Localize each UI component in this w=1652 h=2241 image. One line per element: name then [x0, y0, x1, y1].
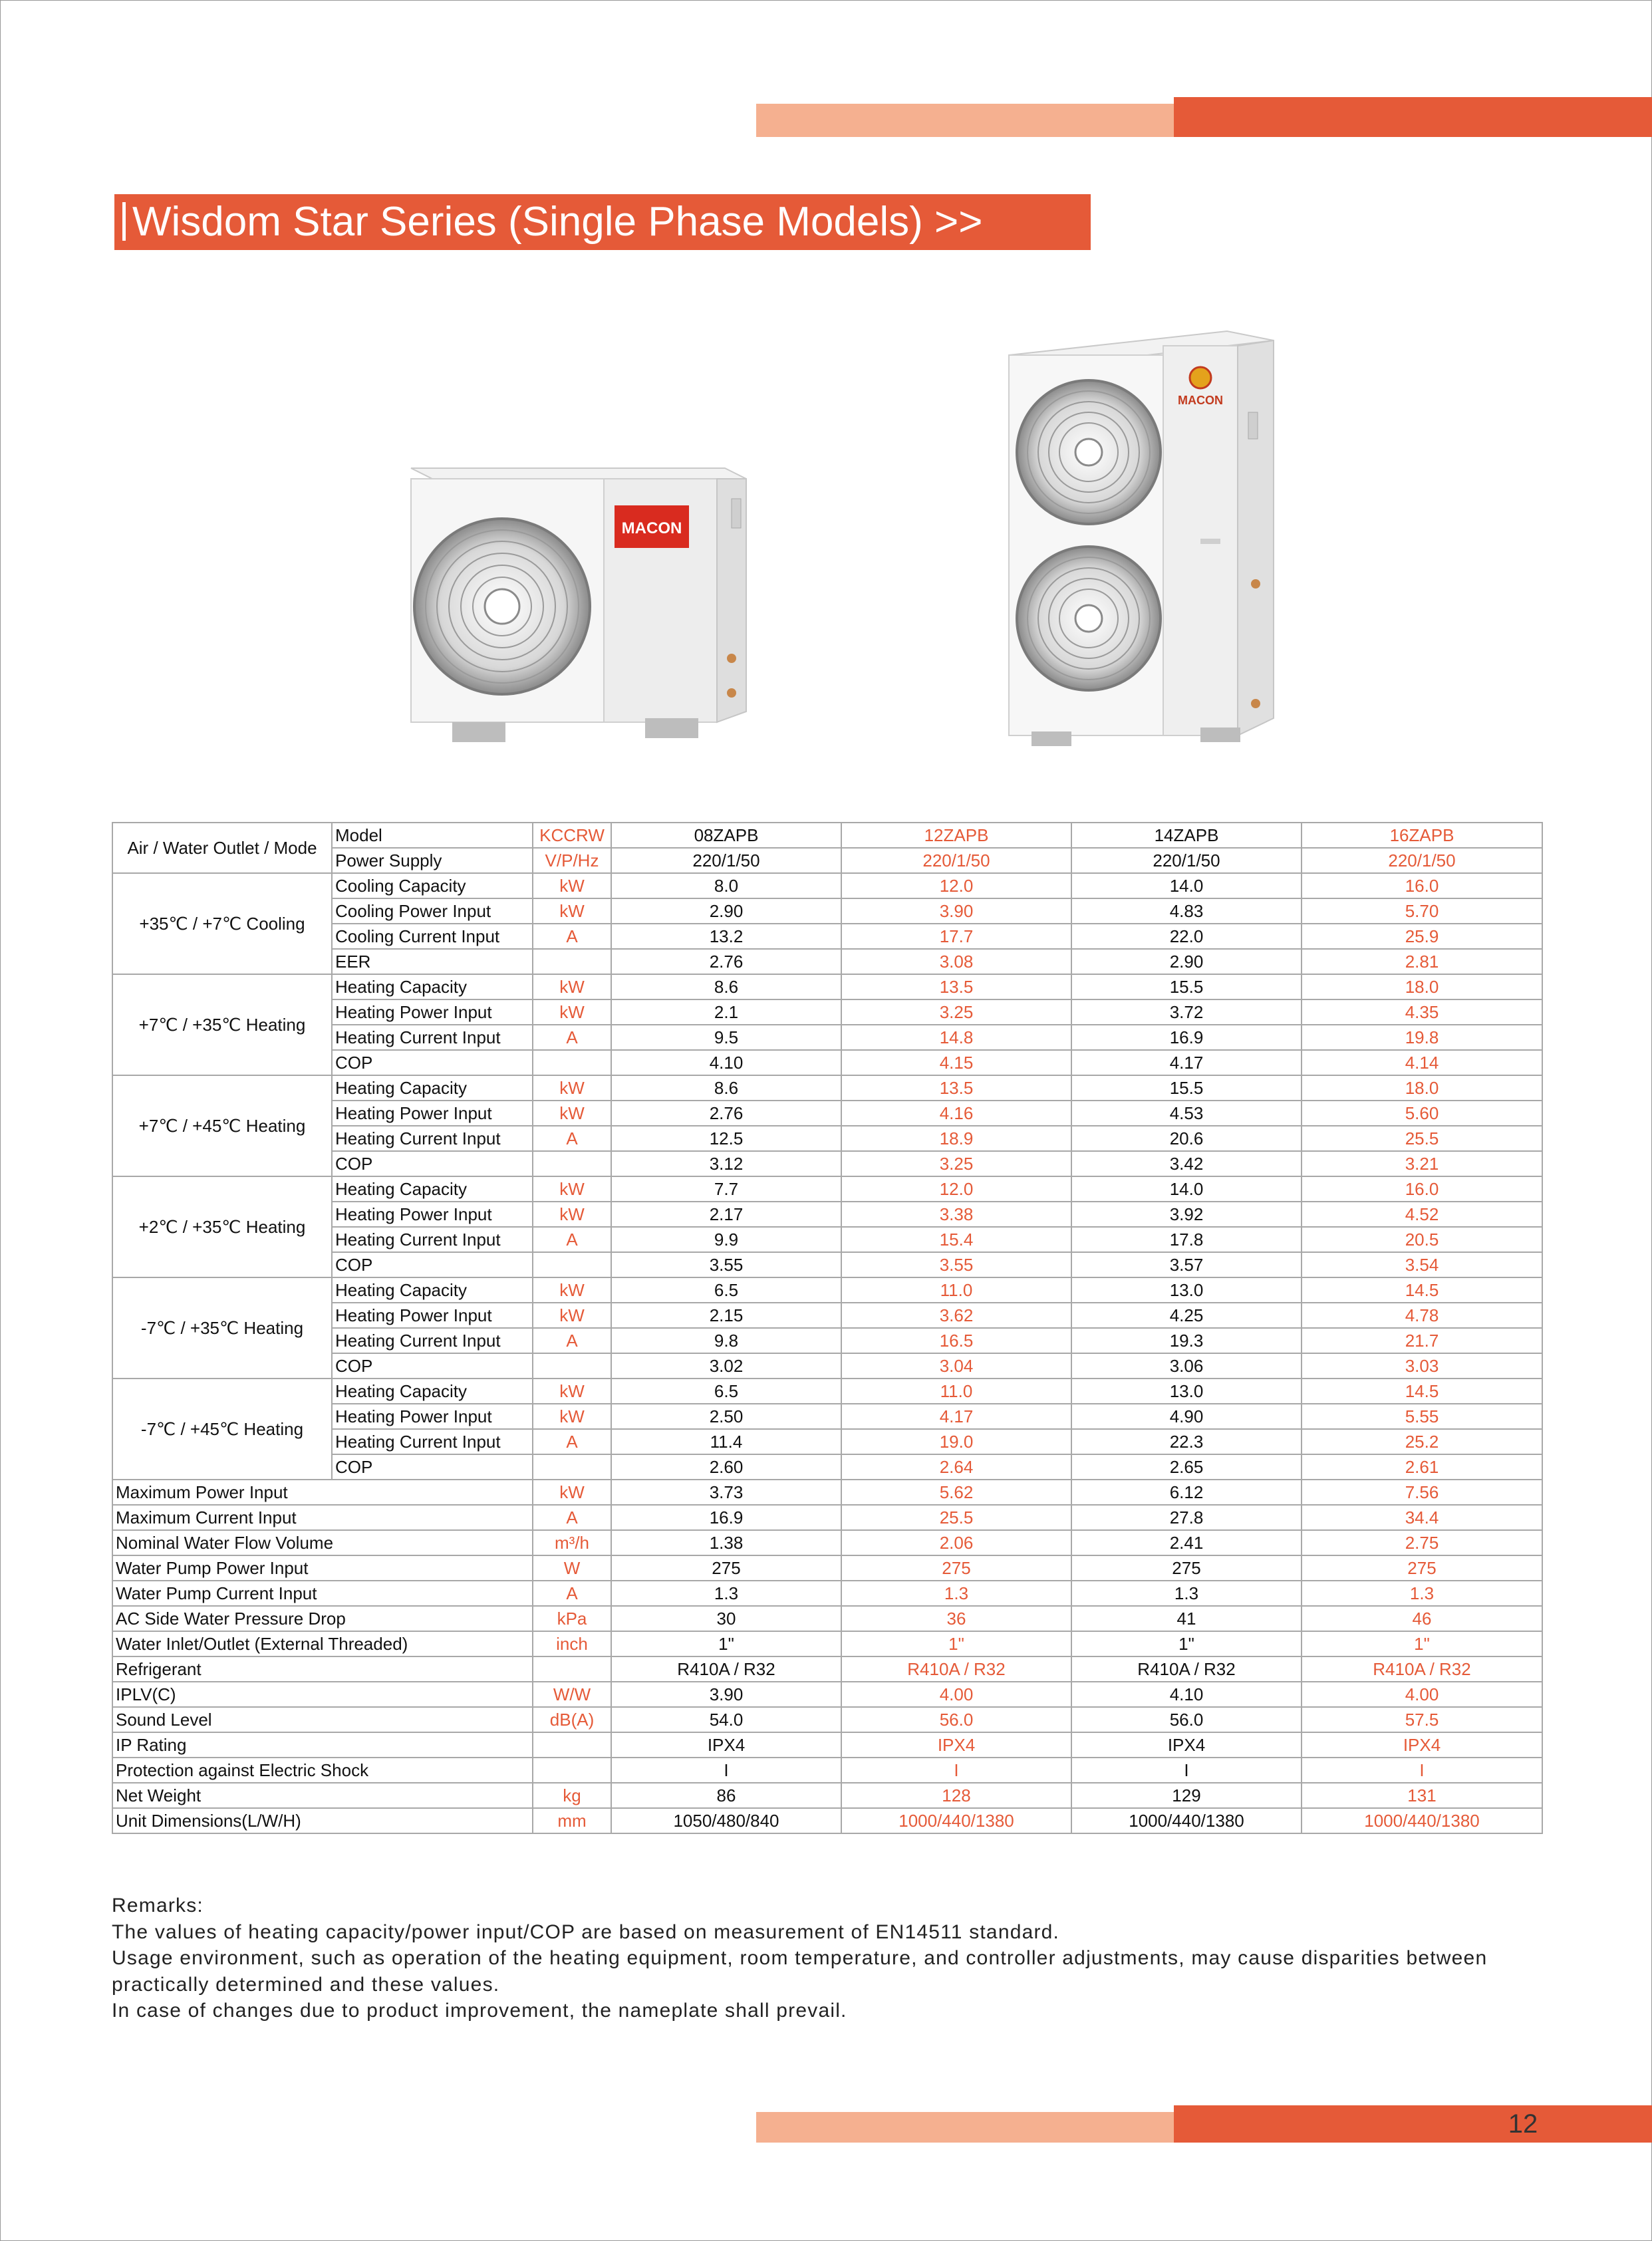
value-cell: 22.3 — [1071, 1429, 1302, 1454]
value-cell: 3.25 — [841, 999, 1071, 1025]
value-cell: R410A / R32 — [841, 1656, 1071, 1682]
value-cell: 15.5 — [1071, 974, 1302, 999]
svg-text:MACON: MACON — [1178, 394, 1223, 407]
value-cell: I — [841, 1758, 1071, 1783]
value-cell: 3.90 — [611, 1682, 841, 1707]
parameter-cell: Heating Current Input — [332, 1025, 533, 1050]
value-cell: 4.25 — [1071, 1303, 1302, 1328]
value-cell: 36 — [841, 1606, 1071, 1631]
value-cell: 11.0 — [841, 1277, 1071, 1303]
value-cell: 19.8 — [1302, 1025, 1542, 1050]
value-cell: IPX4 — [611, 1732, 841, 1758]
unit-cell — [533, 1353, 611, 1379]
value-cell: 3.04 — [841, 1353, 1071, 1379]
parameter-cell: Heating Power Input — [332, 999, 533, 1025]
section-title-banner — [114, 194, 1091, 250]
value-cell: 2.76 — [611, 1101, 841, 1126]
remarks-line: practically determined and these values. — [112, 1973, 500, 1996]
value-cell: 2.65 — [1071, 1454, 1302, 1480]
value-cell: 4.52 — [1302, 1202, 1542, 1227]
table-row — [112, 1581, 1542, 1606]
parameter-cell: COP — [332, 1252, 533, 1277]
value-cell: 8.6 — [611, 1075, 841, 1101]
condition-cell: Air / Water Outlet / Mode — [112, 823, 332, 873]
value-cell: 1.3 — [841, 1581, 1071, 1606]
value-cell: 16.0 — [1302, 1176, 1542, 1202]
table-row — [112, 1379, 1542, 1404]
condition-cell: +2℃ / +35℃ Heating — [112, 1176, 332, 1277]
condition-cell: +7℃ / +35℃ Heating — [112, 974, 332, 1075]
value-cell: 6.12 — [1071, 1480, 1302, 1505]
parameter-cell: Maximum Power Input — [112, 1480, 533, 1505]
value-cell: 86 — [611, 1783, 841, 1808]
table-row — [112, 1480, 1542, 1505]
unit-cell: A — [533, 1227, 611, 1252]
unit-cell: W — [533, 1555, 611, 1581]
value-cell: 4.83 — [1071, 898, 1302, 924]
value-cell: I — [1071, 1758, 1302, 1783]
value-cell: 1.3 — [1302, 1581, 1542, 1606]
parameter-cell: Water Pump Current Input — [112, 1581, 533, 1606]
value-cell: 4.35 — [1302, 999, 1542, 1025]
unit-cell — [533, 1454, 611, 1480]
unit-cell — [533, 1050, 611, 1075]
value-cell: 57.5 — [1302, 1707, 1542, 1732]
value-cell: 3.54 — [1302, 1252, 1542, 1277]
parameter-cell: Heating Capacity — [332, 1277, 533, 1303]
value-cell: 7.7 — [611, 1176, 841, 1202]
parameter-cell: AC Side Water Pressure Drop — [112, 1606, 533, 1631]
top-accent-bar-dark — [1174, 97, 1652, 137]
value-cell: 6.5 — [611, 1379, 841, 1404]
value-cell: 1.38 — [611, 1530, 841, 1555]
value-cell: 3.55 — [841, 1252, 1071, 1277]
value-cell: 25.9 — [1302, 924, 1542, 949]
value-cell: 2.15 — [611, 1303, 841, 1328]
table-row — [112, 873, 1542, 898]
value-cell: 2.60 — [611, 1454, 841, 1480]
value-cell: 3.62 — [841, 1303, 1071, 1328]
value-cell: 8.0 — [611, 873, 841, 898]
table-row — [112, 1606, 1542, 1631]
unit-cell: A — [533, 1328, 611, 1353]
table-row — [112, 1732, 1542, 1758]
value-cell: I — [611, 1758, 841, 1783]
value-cell: 46 — [1302, 1606, 1542, 1631]
value-cell: 1" — [1071, 1631, 1302, 1656]
value-cell: 9.5 — [611, 1025, 841, 1050]
parameter-cell: Heating Power Input — [332, 1202, 533, 1227]
parameter-cell: Heating Current Input — [332, 1227, 533, 1252]
value-cell: 1000/440/1380 — [841, 1808, 1071, 1833]
unit-cell: kW — [533, 1277, 611, 1303]
value-cell: 131 — [1302, 1783, 1542, 1808]
svg-text:MACON: MACON — [621, 519, 682, 537]
unit-cell: kW — [533, 1176, 611, 1202]
parameter-cell: IP Rating — [112, 1732, 533, 1758]
table-row — [112, 1682, 1542, 1707]
value-cell: 4.00 — [1302, 1682, 1542, 1707]
unit-cell — [533, 1656, 611, 1682]
parameter-cell: Model — [332, 823, 533, 848]
value-cell: 14.5 — [1302, 1379, 1542, 1404]
unit-cell: kW — [533, 1379, 611, 1404]
value-cell: 54.0 — [611, 1707, 841, 1732]
parameter-cell: Heating Current Input — [332, 1126, 533, 1151]
unit-cell: kW — [533, 1404, 611, 1429]
parameter-cell: Water Inlet/Outlet (External Threaded) — [112, 1631, 533, 1656]
parameter-cell: Heating Power Input — [332, 1404, 533, 1429]
remarks-line: The values of heating capacity/power input/COP are based on measurement of EN14511 standard. — [112, 1920, 1060, 1943]
unit-cell — [533, 1758, 611, 1783]
value-cell: 4.90 — [1071, 1404, 1302, 1429]
unit-cell: kW — [533, 873, 611, 898]
value-cell: 16.5 — [841, 1328, 1071, 1353]
value-cell: 5.70 — [1302, 898, 1542, 924]
value-cell: 1" — [841, 1631, 1071, 1656]
parameter-cell: Heating Power Input — [332, 1101, 533, 1126]
parameter-cell: Cooling Power Input — [332, 898, 533, 924]
value-cell: 12.5 — [611, 1126, 841, 1151]
value-cell: 4.78 — [1302, 1303, 1542, 1328]
value-cell: 4.17 — [1071, 1050, 1302, 1075]
parameter-cell: EER — [332, 949, 533, 974]
value-cell: 18.0 — [1302, 1075, 1542, 1101]
value-cell: 2.17 — [611, 1202, 841, 1227]
value-cell: 3.08 — [841, 949, 1071, 974]
value-cell: 14.8 — [841, 1025, 1071, 1050]
value-cell: 2.90 — [1071, 949, 1302, 974]
value-cell: 15.5 — [1071, 1075, 1302, 1101]
value-cell: 9.8 — [611, 1328, 841, 1353]
value-cell: 3.03 — [1302, 1353, 1542, 1379]
value-cell: 8.6 — [611, 974, 841, 999]
parameter-cell: Heating Power Input — [332, 1303, 533, 1328]
parameter-cell: Unit Dimensions(L/W/H) — [112, 1808, 533, 1833]
parameter-cell: Heating Capacity — [332, 1176, 533, 1202]
value-cell: 12ZAPB — [841, 823, 1071, 848]
value-cell: 128 — [841, 1783, 1071, 1808]
value-cell: 1000/440/1380 — [1302, 1808, 1542, 1833]
value-cell: 5.62 — [841, 1480, 1071, 1505]
value-cell: 17.7 — [841, 924, 1071, 949]
unit-cell: KCCRW — [533, 823, 611, 848]
unit-cell: mm — [533, 1808, 611, 1833]
value-cell: 34.4 — [1302, 1505, 1542, 1530]
value-cell: 4.10 — [1071, 1682, 1302, 1707]
value-cell: 41 — [1071, 1606, 1302, 1631]
value-cell: 14.0 — [1071, 1176, 1302, 1202]
table-row — [112, 974, 1542, 999]
value-cell: 13.2 — [611, 924, 841, 949]
unit-cell — [533, 949, 611, 974]
remarks-line: Usage environment, such as operation of the heating equipment, room temperature, and controller adjustments, may cause disparities between — [112, 1947, 1488, 1969]
value-cell: 3.06 — [1071, 1353, 1302, 1379]
value-cell: 3.38 — [841, 1202, 1071, 1227]
value-cell: 2.06 — [841, 1530, 1071, 1555]
value-cell: 2.90 — [611, 898, 841, 924]
table-row — [112, 1707, 1542, 1732]
value-cell: 3.42 — [1071, 1151, 1302, 1176]
value-cell: 2.76 — [611, 949, 841, 974]
value-cell: 13.5 — [841, 1075, 1071, 1101]
unit-cell: A — [533, 1581, 611, 1606]
value-cell: 12.0 — [841, 1176, 1071, 1202]
value-cell: 5.55 — [1302, 1404, 1542, 1429]
unit-cell: kW — [533, 1075, 611, 1101]
value-cell: 2.1 — [611, 999, 841, 1025]
value-cell: 220/1/50 — [841, 848, 1071, 873]
value-cell: 19.3 — [1071, 1328, 1302, 1353]
value-cell: 3.90 — [841, 898, 1071, 924]
unit-cell: A — [533, 1429, 611, 1454]
parameter-cell: Nominal Water Flow Volume — [112, 1530, 533, 1555]
parameter-cell: Heating Capacity — [332, 974, 533, 999]
unit-cell: kW — [533, 1202, 611, 1227]
value-cell: 2.61 — [1302, 1454, 1542, 1480]
value-cell: R410A / R32 — [611, 1656, 841, 1682]
unit-cell: A — [533, 1505, 611, 1530]
value-cell: 30 — [611, 1606, 841, 1631]
unit-cell: kW — [533, 999, 611, 1025]
parameter-cell: Cooling Current Input — [332, 924, 533, 949]
parameter-cell: COP — [332, 1050, 533, 1075]
table-row — [112, 1783, 1542, 1808]
value-cell: 4.00 — [841, 1682, 1071, 1707]
value-cell: 3.02 — [611, 1353, 841, 1379]
unit-cell: kW — [533, 1480, 611, 1505]
top-accent-bar-light — [756, 104, 1174, 137]
value-cell: 4.16 — [841, 1101, 1071, 1126]
value-cell: 3.12 — [611, 1151, 841, 1176]
unit-cell: kW — [533, 974, 611, 999]
value-cell: 3.21 — [1302, 1151, 1542, 1176]
bottom-accent-bar-light — [756, 2112, 1174, 2143]
value-cell: 08ZAPB — [611, 823, 841, 848]
value-cell: 13.0 — [1071, 1379, 1302, 1404]
value-cell: 25.5 — [1302, 1126, 1542, 1151]
table-row — [112, 823, 1542, 848]
value-cell: 56.0 — [1071, 1707, 1302, 1732]
product-image-double-fan — [1001, 326, 1280, 751]
value-cell: 20.6 — [1071, 1126, 1302, 1151]
value-cell: 14.5 — [1302, 1277, 1542, 1303]
value-cell: 7.56 — [1302, 1480, 1542, 1505]
parameter-cell: COP — [332, 1353, 533, 1379]
parameter-cell: Heating Capacity — [332, 1075, 533, 1101]
value-cell: 4.10 — [611, 1050, 841, 1075]
value-cell: 25.5 — [841, 1505, 1071, 1530]
table-row — [112, 1631, 1542, 1656]
value-cell: 16.9 — [1071, 1025, 1302, 1050]
value-cell: 2.75 — [1302, 1530, 1542, 1555]
value-cell: 3.25 — [841, 1151, 1071, 1176]
value-cell: 25.2 — [1302, 1429, 1542, 1454]
unit-cell — [533, 1252, 611, 1277]
table-row — [112, 1555, 1542, 1581]
value-cell: 27.8 — [1071, 1505, 1302, 1530]
value-cell: IPX4 — [841, 1732, 1071, 1758]
table-row — [112, 1505, 1542, 1530]
unit-cell: A — [533, 1126, 611, 1151]
unit-cell: kW — [533, 898, 611, 924]
unit-cell: inch — [533, 1631, 611, 1656]
unit-cell — [533, 1151, 611, 1176]
unit-cell: V/P/Hz — [533, 848, 611, 873]
value-cell: 4.14 — [1302, 1050, 1542, 1075]
spec-table — [112, 822, 1543, 1834]
value-cell: 16.0 — [1302, 873, 1542, 898]
value-cell: 11.4 — [611, 1429, 841, 1454]
value-cell: 4.15 — [841, 1050, 1071, 1075]
value-cell: 16ZAPB — [1302, 823, 1542, 848]
table-row — [112, 1075, 1542, 1101]
remarks — [112, 1893, 1575, 2024]
parameter-cell: Heating Current Input — [332, 1328, 533, 1353]
unit-cell: kPa — [533, 1606, 611, 1631]
table-row — [112, 1758, 1542, 1783]
table-row — [112, 1808, 1542, 1833]
value-cell: 18.0 — [1302, 974, 1542, 999]
value-cell: 14ZAPB — [1071, 823, 1302, 848]
condition-cell: +7℃ / +45℃ Heating — [112, 1075, 332, 1176]
value-cell: 220/1/50 — [1071, 848, 1302, 873]
value-cell: 1.3 — [611, 1581, 841, 1606]
unit-cell: m³/h — [533, 1530, 611, 1555]
value-cell: 1" — [611, 1631, 841, 1656]
table-row — [112, 1176, 1542, 1202]
parameter-cell: Maximum Current Input — [112, 1505, 533, 1530]
unit-cell: kW — [533, 1101, 611, 1126]
parameter-cell: Power Supply — [332, 848, 533, 873]
value-cell: 19.0 — [841, 1429, 1071, 1454]
unit-cell: kW — [533, 1303, 611, 1328]
value-cell: 220/1/50 — [1302, 848, 1542, 873]
parameter-cell: Protection against Electric Shock — [112, 1758, 533, 1783]
value-cell: 6.5 — [611, 1277, 841, 1303]
parameter-cell: Heating Current Input — [332, 1429, 533, 1454]
value-cell: 3.72 — [1071, 999, 1302, 1025]
value-cell: 15.4 — [841, 1227, 1071, 1252]
page-number: 12 — [1508, 2109, 1538, 2139]
value-cell: 275 — [611, 1555, 841, 1581]
value-cell: 21.7 — [1302, 1328, 1542, 1353]
remarks-heading: Remarks: — [112, 1895, 204, 1916]
parameter-cell: Cooling Capacity — [332, 873, 533, 898]
parameter-cell: Heating Capacity — [332, 1379, 533, 1404]
unit-cell: dB(A) — [533, 1707, 611, 1732]
value-cell: 11.0 — [841, 1379, 1071, 1404]
unit-cell: A — [533, 1025, 611, 1050]
parameter-cell: Refrigerant — [112, 1656, 533, 1682]
product-image-single-fan — [406, 459, 752, 751]
value-cell: I — [1302, 1758, 1542, 1783]
unit-cell: kg — [533, 1783, 611, 1808]
value-cell: 1" — [1302, 1631, 1542, 1656]
value-cell: 14.0 — [1071, 873, 1302, 898]
value-cell: 3.92 — [1071, 1202, 1302, 1227]
table-row — [112, 1277, 1542, 1303]
remarks-line: In case of changes due to product improvement, the nameplate shall prevail. — [112, 2000, 847, 2022]
condition-cell: -7℃ / +35℃ Heating — [112, 1277, 332, 1379]
table-row — [112, 1656, 1542, 1682]
parameter-cell: Sound Level — [112, 1707, 533, 1732]
value-cell: 129 — [1071, 1783, 1302, 1808]
value-cell: 9.9 — [611, 1227, 841, 1252]
value-cell: 1050/480/840 — [611, 1808, 841, 1833]
value-cell: IPX4 — [1071, 1732, 1302, 1758]
value-cell: 13.5 — [841, 974, 1071, 999]
parameter-cell: IPLV(C) — [112, 1682, 533, 1707]
value-cell: 20.5 — [1302, 1227, 1542, 1252]
value-cell: 18.9 — [841, 1126, 1071, 1151]
parameter-cell: COP — [332, 1454, 533, 1480]
value-cell: R410A / R32 — [1071, 1656, 1302, 1682]
value-cell: 13.0 — [1071, 1277, 1302, 1303]
value-cell: 56.0 — [841, 1707, 1071, 1732]
unit-cell — [533, 1732, 611, 1758]
bottom-accent-bar-dark — [1174, 2105, 1652, 2143]
value-cell: 2.41 — [1071, 1530, 1302, 1555]
condition-cell: -7℃ / +45℃ Heating — [112, 1379, 332, 1480]
value-cell: 17.8 — [1071, 1227, 1302, 1252]
condition-cell: +35℃ / +7℃ Cooling — [112, 873, 332, 974]
value-cell: 3.73 — [611, 1480, 841, 1505]
value-cell: IPX4 — [1302, 1732, 1542, 1758]
value-cell: 2.64 — [841, 1454, 1071, 1480]
value-cell: 220/1/50 — [611, 848, 841, 873]
parameter-cell: Water Pump Power Input — [112, 1555, 533, 1581]
value-cell: 12.0 — [841, 873, 1071, 898]
table-row — [112, 1530, 1542, 1555]
parameter-cell: Net Weight — [112, 1783, 533, 1808]
value-cell: 275 — [1071, 1555, 1302, 1581]
value-cell: 3.57 — [1071, 1252, 1302, 1277]
parameter-cell: COP — [332, 1151, 533, 1176]
unit-cell: W/W — [533, 1682, 611, 1707]
value-cell: 16.9 — [611, 1505, 841, 1530]
value-cell: 275 — [1302, 1555, 1542, 1581]
title-tick-mark — [122, 202, 126, 241]
value-cell: 2.50 — [611, 1404, 841, 1429]
value-cell: R410A / R32 — [1302, 1656, 1542, 1682]
value-cell: 2.81 — [1302, 949, 1542, 974]
value-cell: 275 — [841, 1555, 1071, 1581]
value-cell: 1.3 — [1071, 1581, 1302, 1606]
value-cell: 4.53 — [1071, 1101, 1302, 1126]
value-cell: 5.60 — [1302, 1101, 1542, 1126]
unit-cell: A — [533, 924, 611, 949]
value-cell: 3.55 — [611, 1252, 841, 1277]
value-cell: 1000/440/1380 — [1071, 1808, 1302, 1833]
section-title: Wisdom Star Series (Single Phase Models) >> — [132, 199, 983, 245]
value-cell: 22.0 — [1071, 924, 1302, 949]
value-cell: 4.17 — [841, 1404, 1071, 1429]
